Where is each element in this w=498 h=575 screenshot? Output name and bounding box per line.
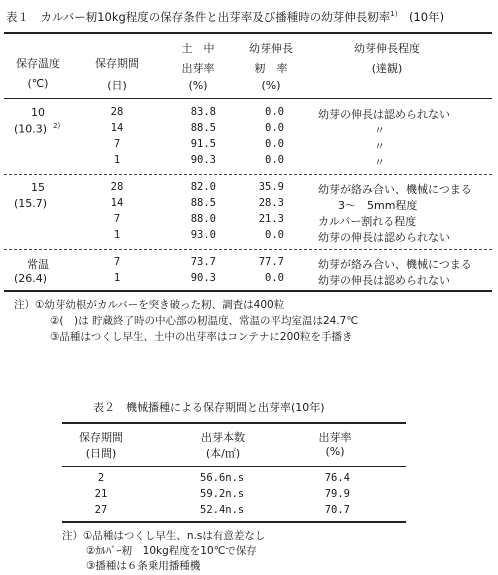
cell-period: 7: [113, 213, 121, 225]
cell-period: 28: [110, 106, 124, 118]
t2-cell-rate: 70.7: [324, 504, 350, 516]
group-sub: (15.7): [14, 197, 48, 210]
cell-elong: 0.0: [265, 138, 284, 150]
group-temp: 15: [31, 181, 45, 194]
header-emerge-unit: (%): [188, 79, 208, 92]
group-sub: (10.3) $^{2)}$: [14, 122, 61, 136]
cell-elong: 21.3: [258, 213, 284, 225]
t2-cell-count: 59.2n.s: [200, 488, 245, 500]
table1-bottom-rule: [4, 290, 492, 292]
table2-top-rule: [62, 422, 406, 424]
t2-cell-rate: 76.4: [324, 472, 350, 484]
cell-degree: 幼芽の伸長は認められない: [318, 231, 450, 244]
table2-note: 注）①品種はつくし早生、n.sは有意差なし: [62, 530, 266, 542]
cell-emerge: 90.3: [190, 272, 216, 284]
cell-emerge: 88.0: [190, 213, 216, 225]
table2-bottom-rule: [62, 521, 406, 523]
cell-elong: 77.7: [258, 256, 284, 268]
table1-top-rule: [4, 32, 492, 34]
t2-cell-count: 52.4n.s: [200, 504, 245, 516]
cell-period: 28: [110, 181, 124, 193]
t2-header-rate: 出芽率: [318, 431, 352, 444]
group-divider: [4, 249, 492, 250]
t2-cell-count: 56.6n.s: [200, 472, 245, 484]
table1-note: ②( )は 貯蔵終了時の中心部の籾温度、常温の平均室温は24.7℃: [50, 315, 359, 327]
cell-emerge: 73.7: [190, 256, 216, 268]
cell-elong: 0.0: [265, 272, 284, 284]
cell-elong: 28.3: [258, 197, 284, 209]
cell-emerge: 90.3: [190, 154, 216, 166]
cell-degree: 〃: [374, 140, 385, 153]
table2-title: 表２ 機械播種による保存期間と出芽率(10年): [93, 401, 325, 414]
header-temp-unit: (℃): [27, 77, 49, 90]
cell-elong: 0.0: [265, 122, 284, 134]
cell-emerge: 83.8: [190, 106, 216, 118]
cell-elong: 0.0: [265, 229, 284, 241]
cell-degree: カルバー割れる程度: [318, 215, 417, 228]
header-elong-mid: 籾 率: [254, 62, 288, 75]
t2-header-count-unit: (本/㎡): [205, 447, 241, 460]
header-temp: 保存温度: [16, 57, 60, 70]
table2-header-rule: [62, 466, 406, 467]
table1-note: 注）①幼芽幼根がカルバーを突き破った籾、調査は400粒: [14, 299, 285, 311]
cell-emerge: 82.0: [190, 181, 216, 193]
cell-elong: 35.9: [258, 181, 284, 193]
cell-period: 1: [113, 154, 121, 166]
table2-note: ③播種は６条乗用播種機: [86, 560, 201, 572]
header-emerge-mid: 出芽率: [181, 62, 215, 75]
cell-period: 14: [110, 197, 124, 209]
cell-degree: 幼芽の伸長は認められない: [318, 274, 450, 287]
cell-emerge: 91.5: [190, 138, 216, 150]
group-temp: 10: [31, 106, 45, 119]
t2-cell-rate: 79.9: [324, 488, 350, 500]
header-elong-top: 幼芽伸長: [249, 42, 293, 55]
table1-header-rule: [4, 98, 492, 99]
header-emerge-top: 土 中: [181, 42, 215, 55]
cell-period: 14: [110, 122, 124, 134]
group-divider: [4, 174, 492, 175]
cell-degree: 3～ 5mm程度: [338, 199, 418, 212]
cell-degree: 幼芽が絡み合い、機械につまる: [318, 258, 472, 271]
header-period: 保存期間: [95, 57, 139, 70]
t2-cell-period: 2: [97, 472, 105, 484]
group-temp: 常温: [27, 258, 49, 271]
table2-note: ②ｶﾙﾊﾞｰ籾 10kg程度を10℃で保存: [86, 545, 257, 557]
group-sub: (26.4): [14, 272, 48, 285]
cell-emerge: 93.0: [190, 229, 216, 241]
cell-degree: 〃: [374, 156, 385, 169]
cell-degree: 幼芽が絡み合い、機械につまる: [318, 183, 472, 196]
cell-degree: 〃: [374, 124, 385, 137]
t2-cell-period: 21: [94, 488, 108, 500]
cell-degree: 幼芽の伸長は認められない: [318, 108, 450, 121]
t2-cell-period: 27: [94, 504, 108, 516]
cell-elong: 0.0: [265, 154, 284, 166]
cell-elong: 0.0: [265, 106, 284, 118]
cell-period: 7: [113, 256, 121, 268]
t2-header-count: 出芽本数: [201, 431, 245, 444]
t2-header-period: 保存期間: [79, 431, 123, 444]
header-degree-top: 幼芽伸長程度: [354, 42, 420, 55]
t2-header-rate-unit: (%): [325, 445, 345, 458]
cell-period: 7: [113, 138, 121, 150]
header-period-unit: (日): [107, 79, 127, 92]
header-elong-unit: (%): [261, 79, 281, 92]
cell-emerge: 88.5: [190, 122, 216, 134]
t2-header-period-unit: (日間): [85, 447, 117, 460]
header-degree-mid: (達観): [371, 62, 403, 75]
table1-note: ③品種はつくし早生、土中の出芽率はコンテナに200粒を手播き: [50, 331, 353, 343]
cell-emerge: 88.5: [190, 197, 216, 209]
cell-period: 1: [113, 229, 121, 241]
cell-period: 1: [113, 272, 121, 284]
table1-title: 表１ カルバー籾10kg程度の保存条件と出芽率及び播種時の幼芽伸長籾率$^{1)}$ (10年): [6, 10, 445, 24]
